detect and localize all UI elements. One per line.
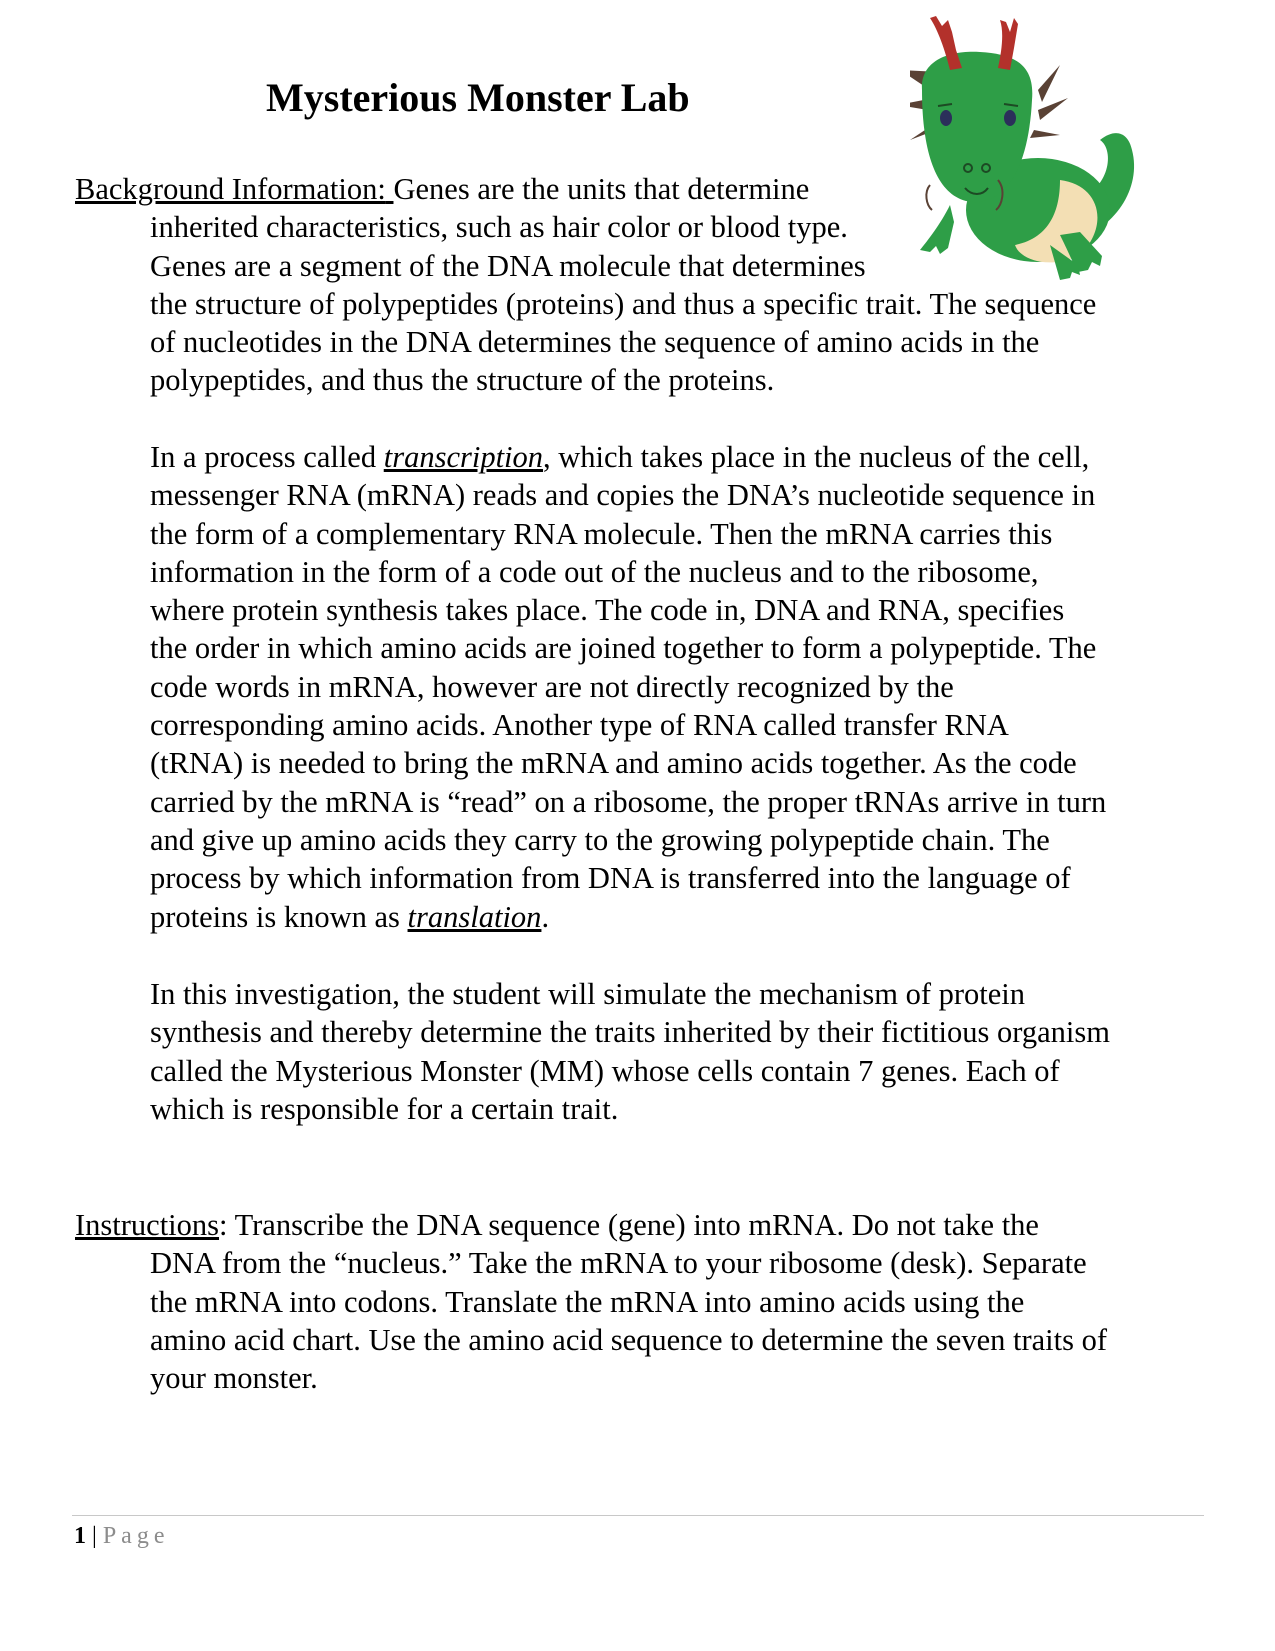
transcription-line: code words in mRNA, however are not directly recognized by the xyxy=(150,669,954,704)
footer-separator: | xyxy=(86,1523,103,1549)
investigation-line: In this investigation, the student will simulate the mechanism of protein xyxy=(150,977,1026,1011)
background-paragraph xyxy=(75,170,1210,400)
transcription-paragraph xyxy=(150,438,1210,936)
transcription-line: carried by the mRNA is “read” on a ribosome, the proper tRNAs arrive in turn xyxy=(150,784,1107,819)
page-footer xyxy=(74,1521,169,1551)
footer-divider xyxy=(72,1515,1204,1516)
transcription-line: information in the form of a code out of the nucleus and to the ribosome, xyxy=(150,554,1039,589)
background-line: inherited characteristics, such as hair color or blood type. xyxy=(150,210,848,245)
instructions-heading: Instructions xyxy=(75,1208,220,1242)
instructions-line: your monster. xyxy=(150,1361,318,1396)
term-translation: translation xyxy=(407,899,542,934)
transcription-line: the order in which amino acids are joined together to form a polypeptide. The xyxy=(150,631,1097,666)
page-number: 1 xyxy=(74,1523,86,1549)
background-line: polypeptides, and thus the structure of the proteins. xyxy=(150,363,775,398)
page-title: Mysterious Monster Lab xyxy=(266,75,690,120)
page-label: Page xyxy=(102,1523,170,1549)
transcription-line: corresponding amino acids. Another type of RNA called transfer RNA xyxy=(150,708,1009,743)
investigation-line: synthesis and thereby determine the traits inherited by their fictitious organism xyxy=(150,1015,1110,1050)
instructions-first-line: Instructions: Transcribe the DNA sequence (gene) into mRNA. Do not take the xyxy=(75,1208,1039,1242)
transcription-line: and give up amino acids they carry to the growing polypeptide chain. The xyxy=(150,822,1050,857)
background-first-line: Background Information: Genes are the units that determine xyxy=(75,172,810,206)
background-heading: Background Information: xyxy=(75,172,386,206)
investigation-line: which is responsible for a certain trait. xyxy=(150,1091,619,1126)
background-line: of nucleotides in the DNA determines the sequence of amino acids in the xyxy=(150,325,1040,360)
transcription-line: messenger RNA (mRNA) reads and copies the DNA’s nucleotide sequence in xyxy=(150,478,1096,513)
instructions-paragraph xyxy=(75,1206,1210,1397)
instructions-line: DNA from the “nucleus.” Take the mRNA to your ribosome (desk). Separate xyxy=(150,1246,1087,1281)
instructions-line: amino acid chart. Use the amino acid sequence to determine the seven traits of xyxy=(150,1322,1107,1357)
investigation-paragraph xyxy=(150,975,1210,1128)
term-transcription: transcription xyxy=(383,440,544,474)
transcription-last-line: proteins is known as translation. xyxy=(150,899,550,934)
transcription-line: where protein synthesis takes place. The code in, DNA and RNA, specifies xyxy=(150,593,1065,628)
transcription-line: process by which information from DNA is transferred into the language of xyxy=(150,861,1071,896)
investigation-line: called the Mysterious Monster (MM) whose cells contain 7 genes. Each of xyxy=(150,1053,1060,1088)
transcription-first-line: In a process called transcription, which takes place in the nucleus of the cell, xyxy=(150,440,1090,474)
background-line: Genes are a segment of the DNA molecule that determines xyxy=(150,248,866,283)
background-line: the structure of polypeptides (proteins) and thus a specific trait. The sequence xyxy=(150,286,1097,321)
transcription-line: (tRNA) is needed to bring the mRNA and amino acids together. As the code xyxy=(150,746,1077,781)
transcription-line: the form of a complementary RNA molecule. Then the mRNA carries this xyxy=(150,516,1053,551)
instructions-line: the mRNA into codons. Translate the mRNA into amino acids using the xyxy=(150,1284,1025,1319)
